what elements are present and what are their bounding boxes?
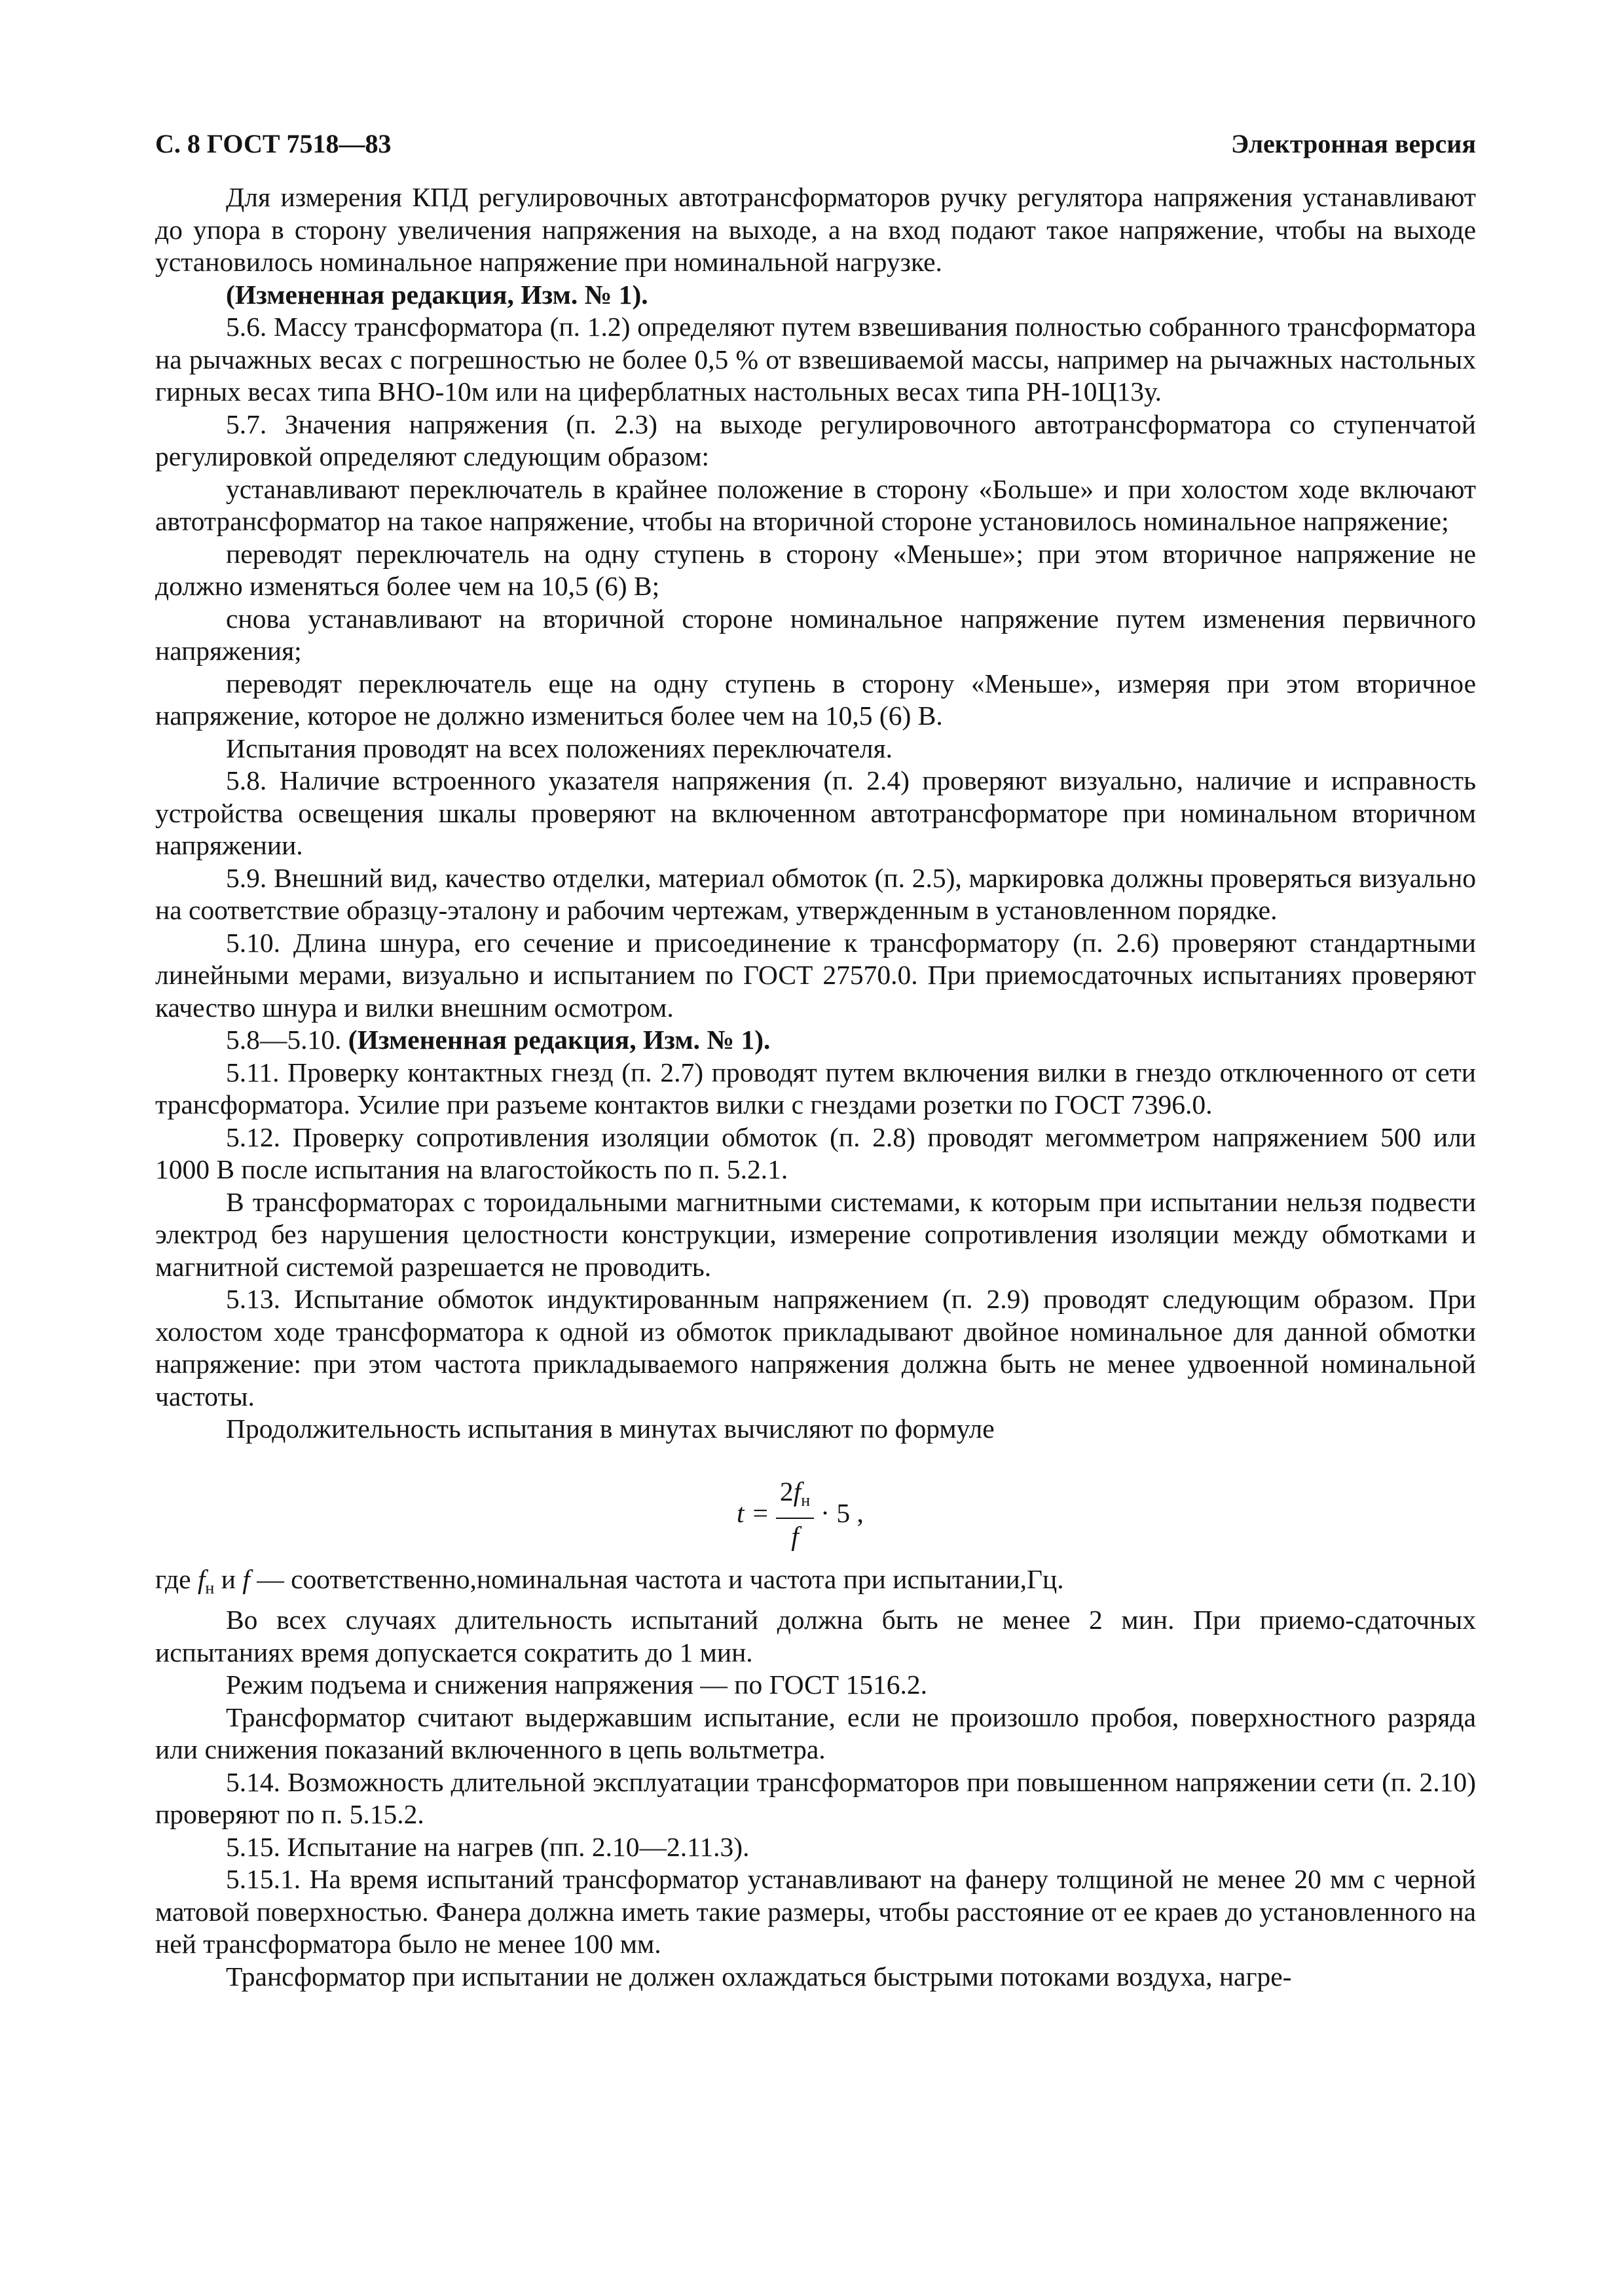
formula-num-coef: 2 <box>779 1476 794 1506</box>
paragraph-5-8: 5.8. Наличие встроенного указателя напряжения (п. 2.4) проверяют визуально, наличие и исправность устройства освещения шкалы проверяют на включенном автотрансформаторе при номинальном вторичном напряжении. <box>155 765 1476 860</box>
paragraph: Продолжительность испытания в минутах вычисляют по формуле <box>226 1413 995 1444</box>
paragraph: Трансформатор считают выдержавшим испытание, если не произошло пробоя, поверхностного разряда или снижения показаний включенного в цепь вольтметра. <box>155 1702 1476 1764</box>
paragraph: переводят переключатель на одну ступень в сторону «Меньше»; при этом вторичное напряжение не должно изменяться более чем на 10,5 (6) В; <box>155 538 1476 601</box>
paragraph-5-13: 5.13. Испытание обмоток индуктированным напряжением (п. 2.9) проводят следующим образом. При холостом ходе трансформатора к одной из обмоток прикладывают двойное номинальное для данной обмотки напряжение: при этом частота прикладываемого напряжения должна быть не менее удвоенной номинальной частоты. <box>155 1284 1476 1412</box>
amendment-note: (Измененная редакция, Изм. № 1). <box>226 279 648 310</box>
paragraph-5-10: 5.10. Длина шнура, его сечение и присоединение к трансформатору (п. 2.6) проверяют стандартными линейными мерами, визуально и испытанием по ГОСТ 27570.0. При приемосдаточных испытаниях проверяют качество шнура и вилки внешним осмотром. <box>155 927 1476 1023</box>
where-mid: и <box>214 1563 243 1594</box>
formula-fraction <box>776 1477 814 1550</box>
where-prefix: где <box>155 1563 198 1594</box>
paragraph-5-9: 5.9. Внешний вид, качество отделки, материал обмоток (п. 2.5), маркировка должны проверяться визуально на соответствие образцу-эталону и рабочим чертежам, утвержденным в установленном порядке. <box>155 862 1476 925</box>
paragraph: Испытания проводят на всех положениях переключателя. <box>226 733 893 763</box>
paragraph: снова устанавливают на вторичной стороне номинальное напряжение путем изменения первичного напряжения; <box>155 603 1476 666</box>
paragraph: Во всех случаях длительность испытаний должна быть не менее 2 мин. При приемо-сдаточных испытаниях время допускается сократить до 1 мин. <box>155 1605 1476 1667</box>
paragraph-5-12: 5.12. Проверку сопротивления изоляции обмоток (п. 2.8) проводят мегомметром напряжением 500 или 1000 В после испытания на влагостойкость по п. 5.2.1. <box>155 1121 1476 1184</box>
amendment-note: (Измененная редакция, Изм. № 1). <box>348 1025 771 1055</box>
formula-denominator: f <box>791 1520 799 1551</box>
paragraph: Режим подъема и снижения напряжения — по ГОСТ 1516.2. <box>226 1669 927 1700</box>
amendment-line <box>155 1024 1476 1057</box>
paragraph-5-6: 5.6. Массу трансформатора (п. 1.2) определяют путем взвешивания полностью собранного трансформатора на рычажных весах с погрешностью не более 0,5 % от взвешиваемой массы, например на рычажных настольных гирных весах типа ВНО-10м или на циферблатных настольных весах типа РН-10Ц13у. <box>155 312 1476 407</box>
formula-num-sub: н <box>801 1490 811 1510</box>
document-body <box>155 181 1476 1993</box>
where-var2: f <box>242 1563 250 1594</box>
where-var1: f <box>197 1563 206 1594</box>
paragraph: Трансформатор при испытании не должен охлаждаться быстрыми потоками воздуха, нагре- <box>226 1961 1292 1992</box>
paragraph-5-7: 5.7. Значения напряжения (п. 2.3) на выходе регулировочного автотрансформатора со ступенчатой регулировкой определяют следующим образом: <box>155 409 1476 471</box>
paragraph-5-15: 5.15. Испытание на нагрев (пп. 2.10—2.11.3). <box>226 1831 750 1862</box>
duration-formula <box>737 1477 864 1550</box>
paragraph-5-15-1: 5.15.1. На время испытаний трансформатор устанавливают на фанеру толщиной не менее 20 мм с черной матовой поверхностью. Фанера должна иметь такие размеры, чтобы расстояние от ее краев до установленного на ней трансформатора было не менее 100 мм. <box>155 1864 1476 1959</box>
formula-rhs: · 5 , <box>820 1497 864 1528</box>
paragraph: Для измерения КПД регулировочных автотрансформаторов ручку регулятора напряжения устанавливают до упора в сторону увеличения напряжения на выходе, а на вход подают такое напряжение, чтобы на выходе установилось номинальное напряжение при номинальной нагрузке. <box>155 182 1476 277</box>
paragraph: устанавливают переключатель в крайнее положение в сторону «Больше» и при холостом ходе включают автотрансформатор на такое напряжение, чтобы на вторичной стороне установилось номинальное напряжение; <box>155 473 1476 536</box>
paragraph: В трансформаторах с тороидальными магнитными системами, к которым при испытании нельзя подвести электрод без нарушения целостности конструкции, измерение сопротивления изоляции между обмотками и магнитной системой разрешается не проводить. <box>155 1186 1476 1282</box>
where-sub1: н <box>205 1578 215 1597</box>
header-version-label: Электронная версия <box>1230 129 1476 158</box>
page-header <box>155 128 1476 160</box>
paragraph-5-14: 5.14. Возможность длительной эксплуатации трансформаторов при повышенном напряжении сети (п. 2.10) проверяют по п. 5.15.2. <box>155 1766 1476 1829</box>
paragraph-5-11: 5.11. Проверку контактных гнезд (п. 2.7) проводят путем включения вилки в гнездо отключенного от сети трансформатора. Усилие при разъеме контактов вилки с гнездами розетки по ГОСТ 7396.0. <box>155 1057 1476 1120</box>
amendment-range: 5.8—5.10. <box>226 1025 342 1055</box>
formula-num-var: f <box>793 1476 802 1506</box>
header-standard-ref: С. 8 ГОСТ 7518—83 <box>155 129 392 158</box>
formula-lhs: t = <box>737 1497 769 1528</box>
formula-where-line <box>155 1563 1476 1605</box>
paragraph: переводят переключатель еще на одну ступень в сторону «Меньше», измеряя при этом вторичное напряжение, которое не должно измениться более чем на 10,5 (6) В. <box>155 668 1476 731</box>
formula-block <box>155 1446 1476 1563</box>
formula-numerator <box>776 1477 814 1519</box>
where-text: — соответственно,номинальная частота и частота при испытании,Гц. <box>249 1563 1064 1594</box>
